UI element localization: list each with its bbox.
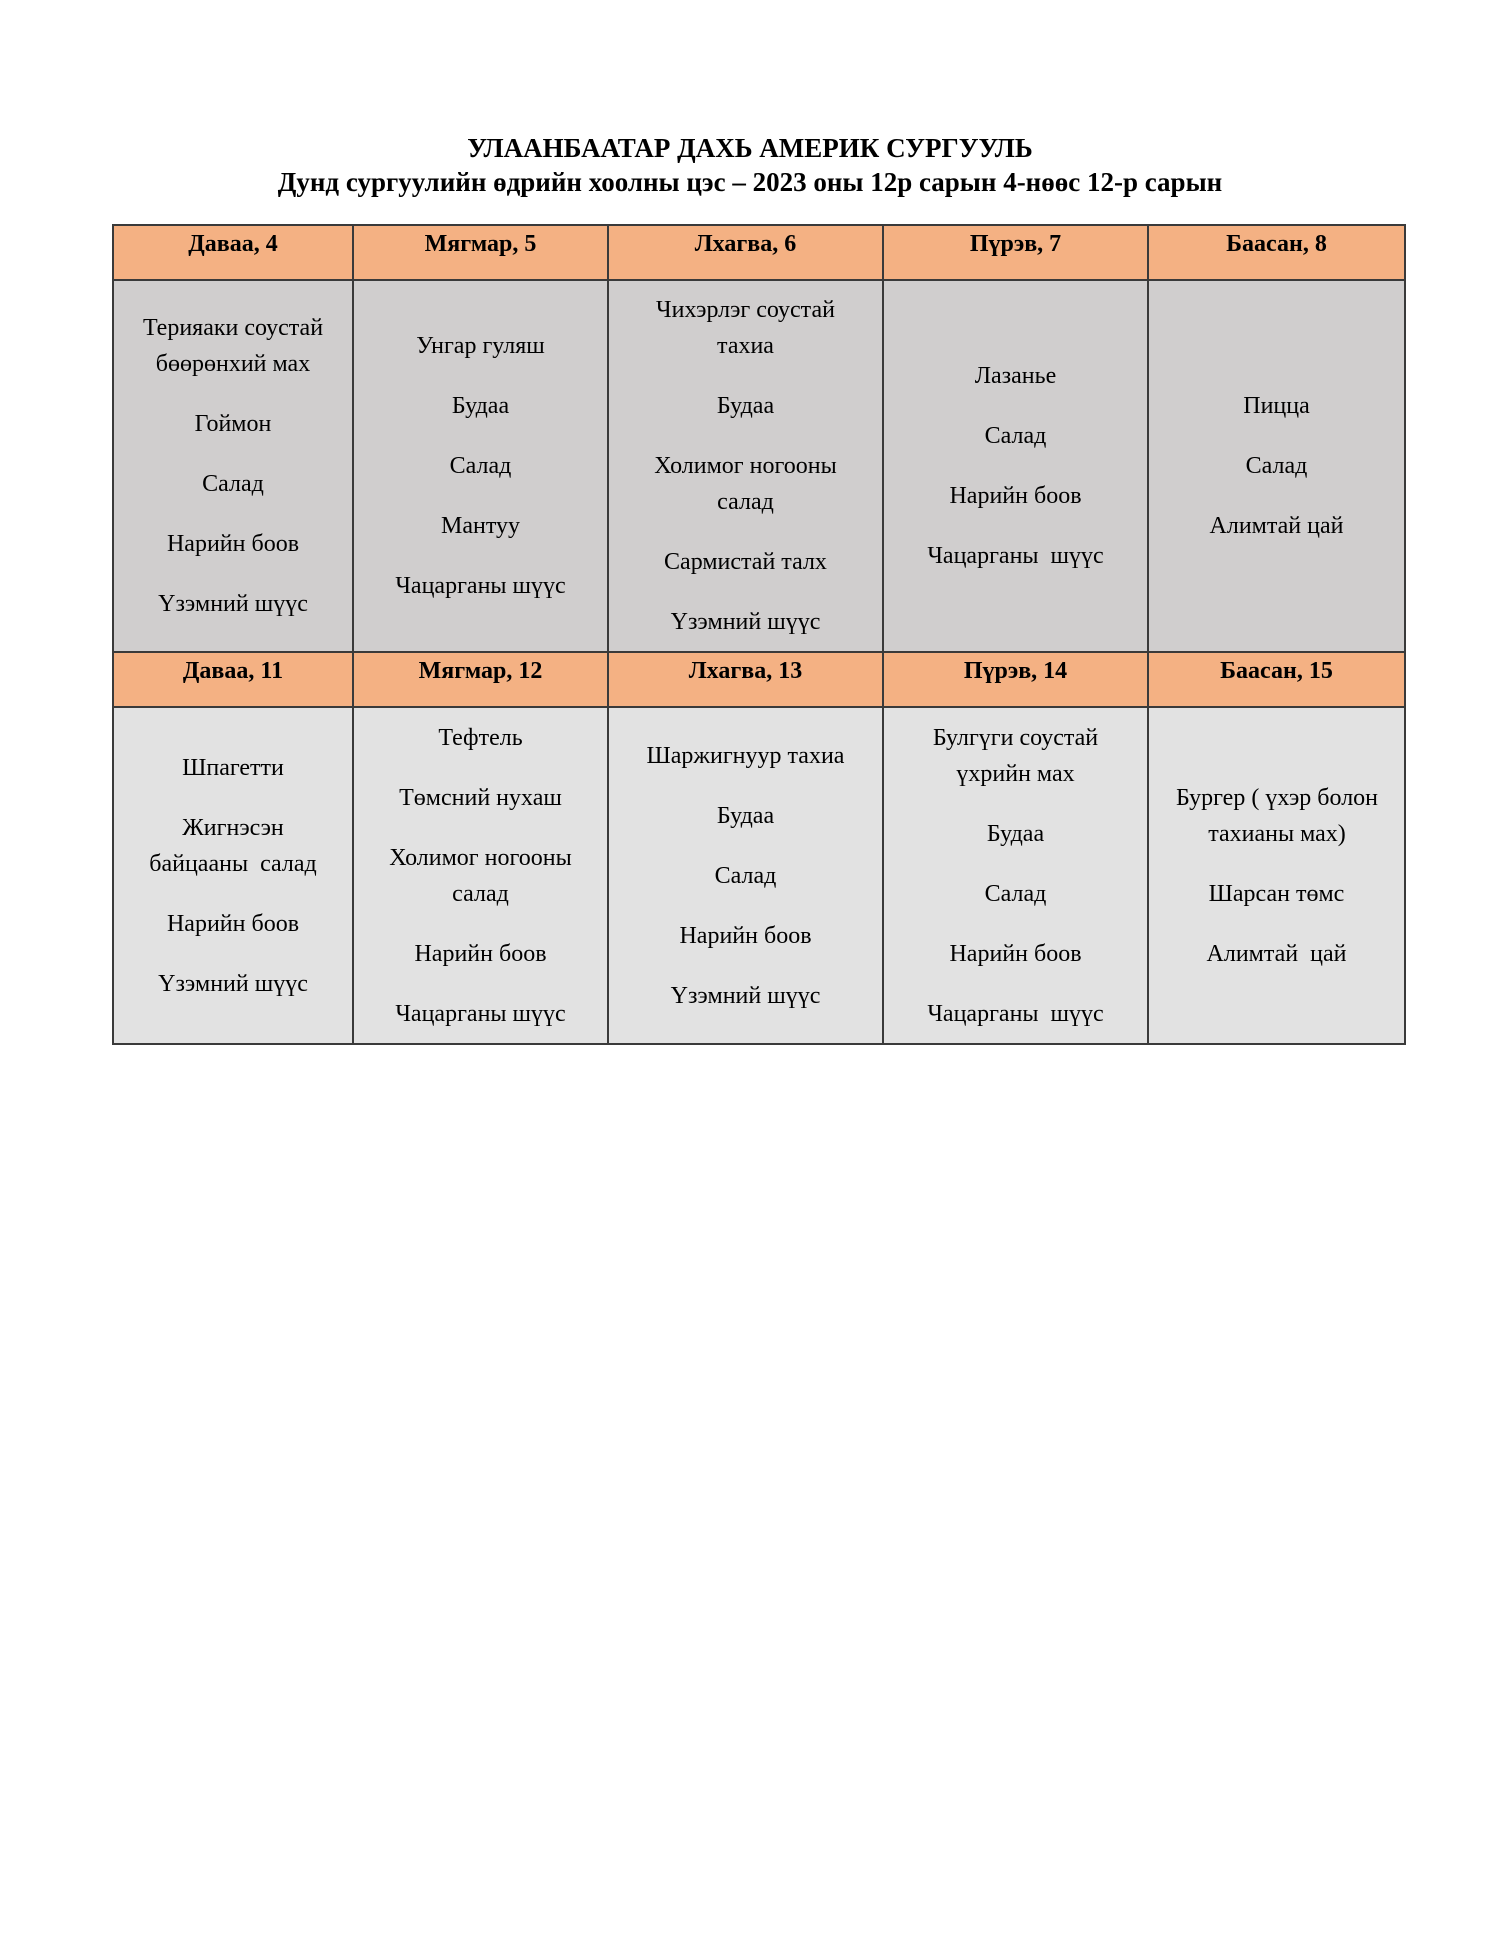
dish-item: Шарсан төмс xyxy=(1208,880,1345,907)
dish-item: Холимог ногооны салад xyxy=(389,844,572,907)
dish-item: Нарийн боов xyxy=(414,940,547,967)
menu-cell-wednesday-13 xyxy=(608,707,883,1044)
day-header-friday-8: Баасан, 8 xyxy=(1148,225,1405,280)
dish-item: Бургер ( үхэр болон тахианы мах) xyxy=(1175,784,1379,847)
week-1-header-row xyxy=(113,225,1405,280)
day-header-thursday-14: Пүрэв, 14 xyxy=(883,652,1148,707)
dish-item: Нарийн боов xyxy=(166,910,300,937)
menu-cell-tuesday-5 xyxy=(353,280,608,652)
dish-item: Нарийн боов xyxy=(166,531,300,557)
dish-item: Салад xyxy=(1245,453,1308,479)
menu-cell-thursday-14 xyxy=(883,707,1148,1044)
dish-item: Чацарганы шүүс xyxy=(927,543,1104,569)
dish-item: Үзэмний шүүс xyxy=(670,609,821,635)
dish-item: Салад xyxy=(714,862,777,889)
dish-item: Булгүги соустай үхрийн мах xyxy=(932,724,1099,787)
dish-item: Тефтель xyxy=(438,724,523,751)
dish-item: Холимог ногооны салад xyxy=(654,453,837,515)
dish-item: Салад xyxy=(984,880,1047,907)
dish-item: Үзэмний шүүс xyxy=(158,591,308,617)
dish-item: Салад xyxy=(449,453,512,479)
dish-item: Лазанье xyxy=(974,363,1057,389)
day-header-thursday-7: Пүрэв, 7 xyxy=(883,225,1148,280)
dish-item: Шпагетти xyxy=(182,754,284,781)
dish-item: Пицца xyxy=(1243,393,1310,419)
dish-item: Будаа xyxy=(716,393,775,419)
dish-item: Чацарганы шүүс xyxy=(395,1000,566,1027)
menu-cell-friday-15 xyxy=(1148,707,1405,1044)
dish-item: Нарийн боов xyxy=(679,922,812,949)
day-header-wednesday-13: Лхагва, 13 xyxy=(608,652,883,707)
dish-item: Унгар гуляш xyxy=(416,333,545,359)
menu-subtitle: Дунд сургуулийн өдрийн хоолны цэс – 2023 оны 12р сарын 4-нөөс 12-р сарын xyxy=(277,167,1223,197)
dish-item: Нарийн боов xyxy=(949,940,1082,967)
dish-item: Будаа xyxy=(986,820,1045,847)
menu-cell-tuesday-12 xyxy=(353,707,608,1044)
menu-cell-friday-8 xyxy=(1148,280,1405,652)
week-2-header-row xyxy=(113,652,1405,707)
dish-item: Алимтай цай xyxy=(1206,940,1347,967)
day-header-friday-15: Баасан, 15 xyxy=(1148,652,1405,707)
dish-item: Чихэрлэг соустай тахиа xyxy=(656,297,835,359)
day-header-monday-4: Даваа, 4 xyxy=(113,225,353,280)
dish-item: Салад xyxy=(984,423,1047,449)
day-header-tuesday-12: Мягмар, 12 xyxy=(353,652,608,707)
day-header-wednesday-6: Лхагва, 6 xyxy=(608,225,883,280)
school-title: УЛААНБААТАР ДАХЬ АМЕРИК СУРГУУЛЬ xyxy=(467,133,1033,163)
week-2-menu-row xyxy=(113,707,1405,1044)
dish-item: Төмсний нухаш xyxy=(399,784,562,811)
lunch-menu-table xyxy=(112,224,1406,1045)
dish-item: Үзэмний шүүс xyxy=(158,970,308,997)
dish-item: Үзэмний шүүс xyxy=(670,982,821,1009)
dish-item: Сармистай талх xyxy=(664,549,827,575)
dish-item: Будаа xyxy=(716,802,775,829)
dish-item: Мантуу xyxy=(440,513,520,539)
dish-item: Чацарганы шүүс xyxy=(395,573,566,599)
dish-item: Салад xyxy=(202,471,264,497)
week-1-menu-row xyxy=(113,280,1405,652)
dish-item: Терияаки соустай бөөрөнхий мах xyxy=(142,315,324,377)
menu-cell-monday-11 xyxy=(113,707,353,1044)
menu-cell-thursday-7 xyxy=(883,280,1148,652)
menu-cell-monday-4 xyxy=(113,280,353,652)
dish-item: Алимтай цай xyxy=(1209,513,1344,539)
day-header-monday-11: Даваа, 11 xyxy=(113,652,353,707)
menu-cell-wednesday-6 xyxy=(608,280,883,652)
dish-item: Чацарганы шүүс xyxy=(927,1000,1104,1027)
dish-item: Шаржигнуур тахиа xyxy=(646,742,845,769)
dish-item: Будаа xyxy=(451,393,510,419)
dish-item: Нарийн боов xyxy=(949,483,1082,509)
dish-item: Гоймон xyxy=(194,411,272,437)
dish-item: Жигнэсэн байцааны салад xyxy=(149,814,317,877)
day-header-tuesday-5: Мягмар, 5 xyxy=(353,225,608,280)
document-header xyxy=(0,132,1500,198)
